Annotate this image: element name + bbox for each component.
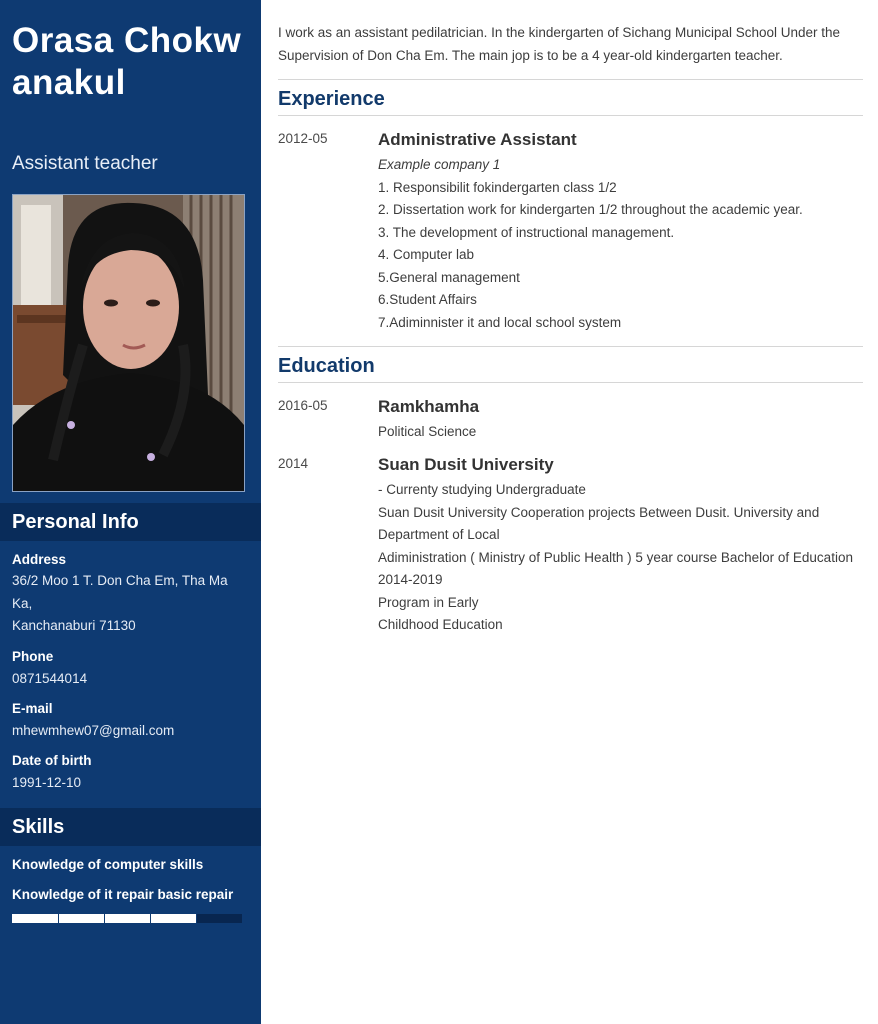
address-value xyxy=(12,570,242,638)
experience-line: 2. Dissertation work for kindergarten 1/2 throughout the academic year. xyxy=(378,202,803,217)
education-details xyxy=(378,479,863,637)
email-label: E-mail xyxy=(12,701,53,716)
skill-level-divider xyxy=(104,914,105,923)
main-content xyxy=(278,0,863,1024)
divider xyxy=(278,79,863,80)
candidate-role: Assistant teacher xyxy=(12,153,158,174)
skill-item: Knowledge of computer skills xyxy=(12,857,204,872)
education-line: Suan Dusit University Cooperation projects Between Dusit. University and xyxy=(378,504,820,520)
education-line: 2014-2019 xyxy=(378,572,443,587)
education-heading: Education xyxy=(278,355,375,377)
company-name: Example company 1 xyxy=(378,157,501,172)
address-line: 36/2 Moo 1 T. Don Cha Em, Tha Ma xyxy=(12,573,228,588)
sidebar xyxy=(0,0,261,1024)
education-line: - Currenty studying Undergraduate xyxy=(378,482,586,497)
experience-line: 7.Adiminnister it and local school system xyxy=(378,314,622,330)
email-value[interactable]: mhewmhew07@gmail.com xyxy=(12,723,175,738)
education-line: Political Science xyxy=(378,424,477,439)
education-line: Childhood Education xyxy=(378,617,503,632)
education-date: 2016-05 xyxy=(278,398,328,413)
education-date: 2014 xyxy=(278,456,309,471)
personal-info-header xyxy=(0,503,261,541)
education-title: Suan Dusit University xyxy=(378,455,554,474)
divider xyxy=(278,346,863,347)
address-label: Address xyxy=(12,552,67,567)
dob-label: Date of birth xyxy=(12,753,92,768)
education-line: Program in Early xyxy=(378,594,479,610)
address-line: Ka, xyxy=(12,595,33,611)
experience-line: 6.Student Affairs xyxy=(378,292,477,307)
divider xyxy=(278,115,863,116)
candidate-name: Orasa Chokwanakul xyxy=(12,21,242,102)
skill-level-divider xyxy=(150,914,151,923)
education-line: Adiministration ( Ministry of Public Health ) 5 year course Bachelor of Education xyxy=(378,549,853,565)
profile-photo xyxy=(12,194,245,492)
experience-line: 1. Responsibilit fokindergarten class 1/2 xyxy=(378,179,617,195)
experience-heading: Experience xyxy=(278,88,385,110)
experience-line: 4. Computer lab xyxy=(378,247,475,262)
skill-level-divider xyxy=(58,914,59,923)
education-line: Department of Local xyxy=(378,527,500,542)
phone-label: Phone xyxy=(12,649,54,664)
divider xyxy=(278,382,863,383)
experience-line: 5.General management xyxy=(378,269,520,285)
education-details xyxy=(378,421,863,444)
profile-summary: I work as an assistant pedilatrician. In the kindergarten of Sichang Municipal School Under the Supervision of Don Cha Em. The main jop is to be a 4 year-old kindergarten teacher. xyxy=(278,25,841,63)
dob-value: 1991-12-10 xyxy=(12,775,82,790)
skill-level-divider xyxy=(196,914,197,923)
skill-item: Knowledge of it repair basic repair xyxy=(12,887,234,902)
phone-value: 0871544014 xyxy=(12,671,88,686)
skills-header xyxy=(0,808,261,846)
experience-line: 3. The development of instructional management. xyxy=(378,224,675,240)
skills-heading: Skills xyxy=(12,816,65,838)
experience-date: 2012-05 xyxy=(278,131,328,146)
address-line: Kanchanaburi 71130 xyxy=(12,618,136,633)
personal-info-heading: Personal Info xyxy=(12,511,139,533)
education-title: Ramkhamha xyxy=(378,397,480,416)
experience-details xyxy=(378,154,863,334)
experience-title: Administrative Assistant xyxy=(378,130,577,149)
skill-level-bar xyxy=(12,914,242,923)
